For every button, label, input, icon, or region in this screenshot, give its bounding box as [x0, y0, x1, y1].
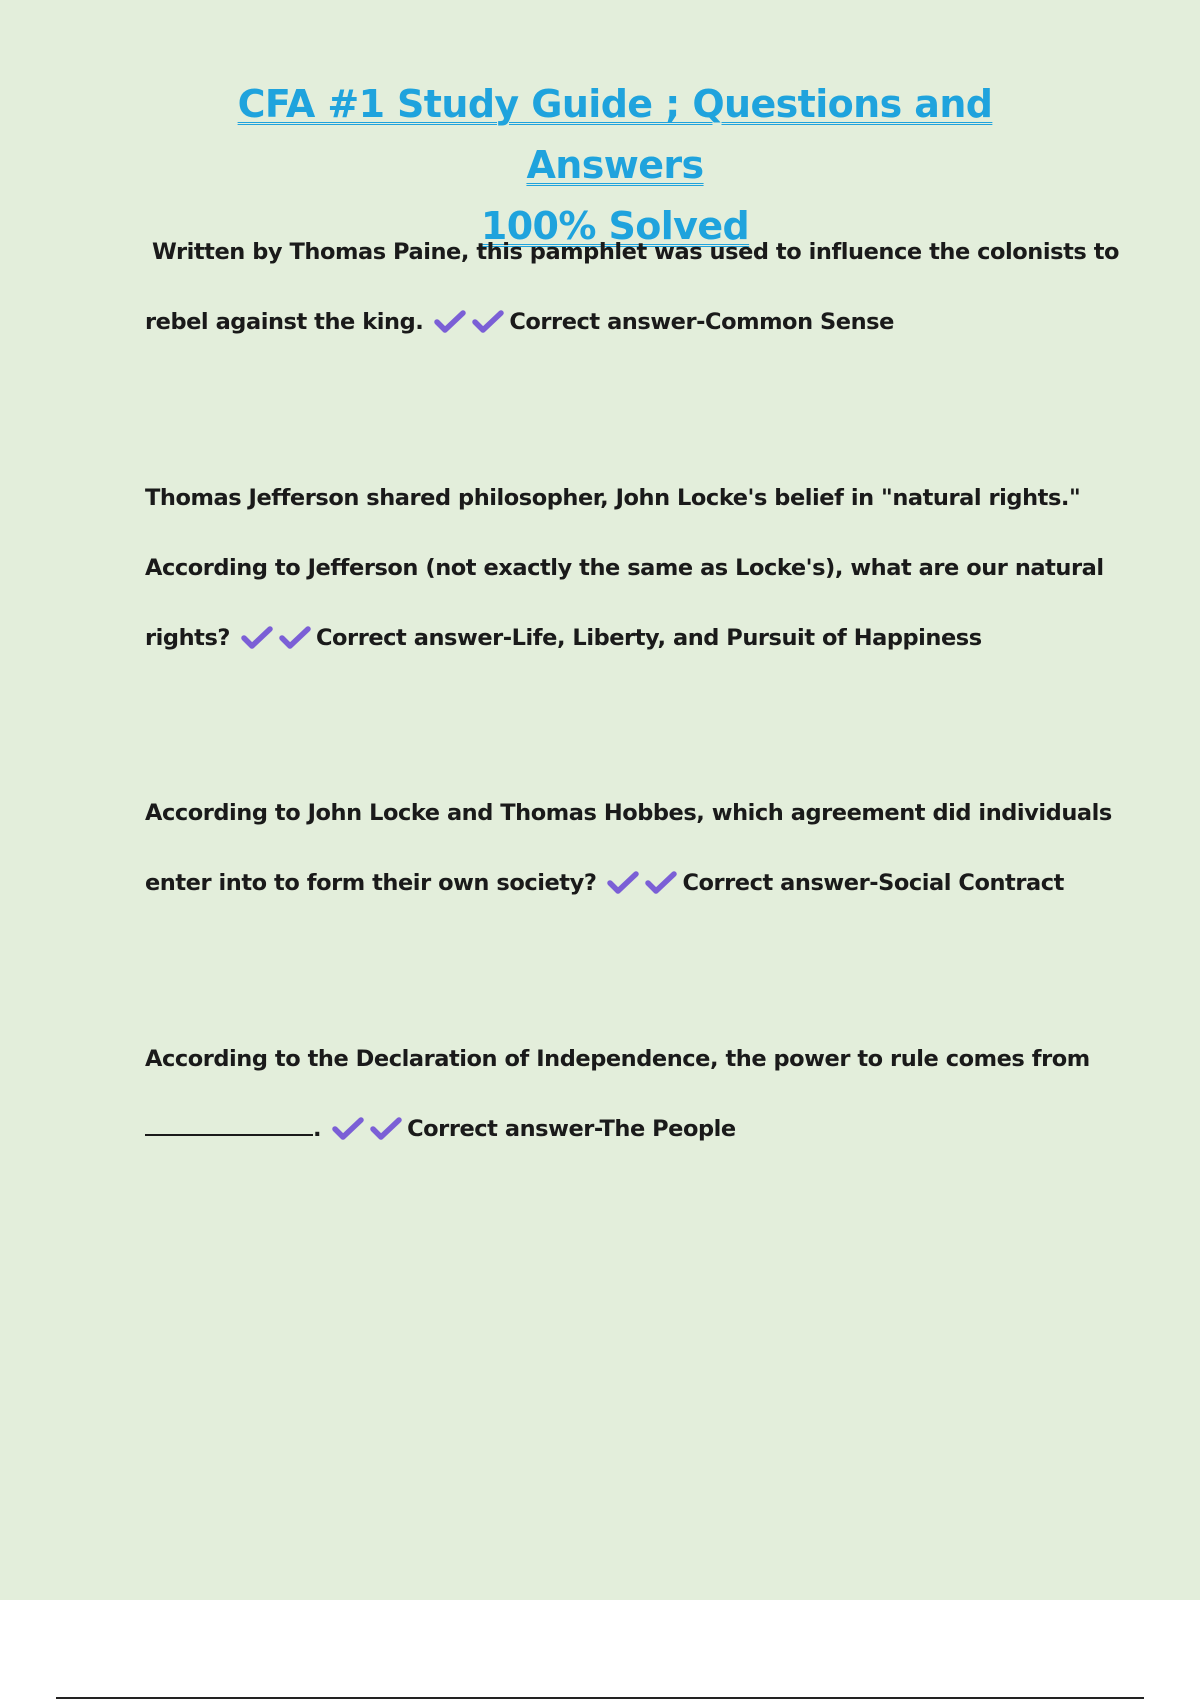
qa-item-3	[145, 778, 1112, 918]
title-line-1: CFA #1 Study Guide ; Questions and Answers	[237, 82, 993, 187]
question-last-line	[145, 287, 1085, 357]
question-last-line	[145, 603, 1085, 673]
question-text: rebel against the king.	[145, 309, 424, 335]
question-text: According to John Locke and Thomas Hobbes, which agreement did individuals	[145, 800, 1112, 826]
qa-item-4	[145, 1024, 1090, 1164]
double-check-icon	[331, 1113, 405, 1143]
answer-text: Correct answer-Social Contract	[682, 870, 1064, 896]
answer-text: Correct answer-Common Sense	[509, 309, 894, 335]
question-last-line	[145, 848, 1085, 918]
qa-item-2	[145, 463, 1104, 673]
title-line-2: 100% Solved	[480, 204, 750, 248]
double-check-icon	[433, 306, 507, 336]
answer-text: Correct answer-Life, Liberty, and Pursuit of Happiness	[315, 625, 982, 651]
answer-text: Correct answer-The People	[407, 1116, 736, 1142]
question-text: Written by Thomas Paine, this pamphlet was used to influence the colonists to	[152, 239, 1120, 265]
footer-divider	[56, 1697, 1144, 1699]
question-text: enter into to form their own society?	[145, 870, 597, 896]
question-text: According to the Declaration of Independence, the power to rule comes from	[145, 1046, 1090, 1072]
double-check-icon	[606, 867, 680, 897]
question-text: .	[313, 1116, 322, 1142]
question-last-line	[145, 1094, 1085, 1164]
fill-in-blank	[145, 1116, 313, 1136]
question-text: Thomas Jefferson shared philosopher, John Locke's belief in "natural rights."	[145, 485, 1081, 511]
question-text: According to Jefferson (not exactly the same as Locke's), what are our natural	[145, 555, 1104, 581]
qa-item-1	[145, 217, 1120, 357]
question-text: rights?	[145, 625, 230, 651]
double-check-icon	[240, 622, 314, 652]
